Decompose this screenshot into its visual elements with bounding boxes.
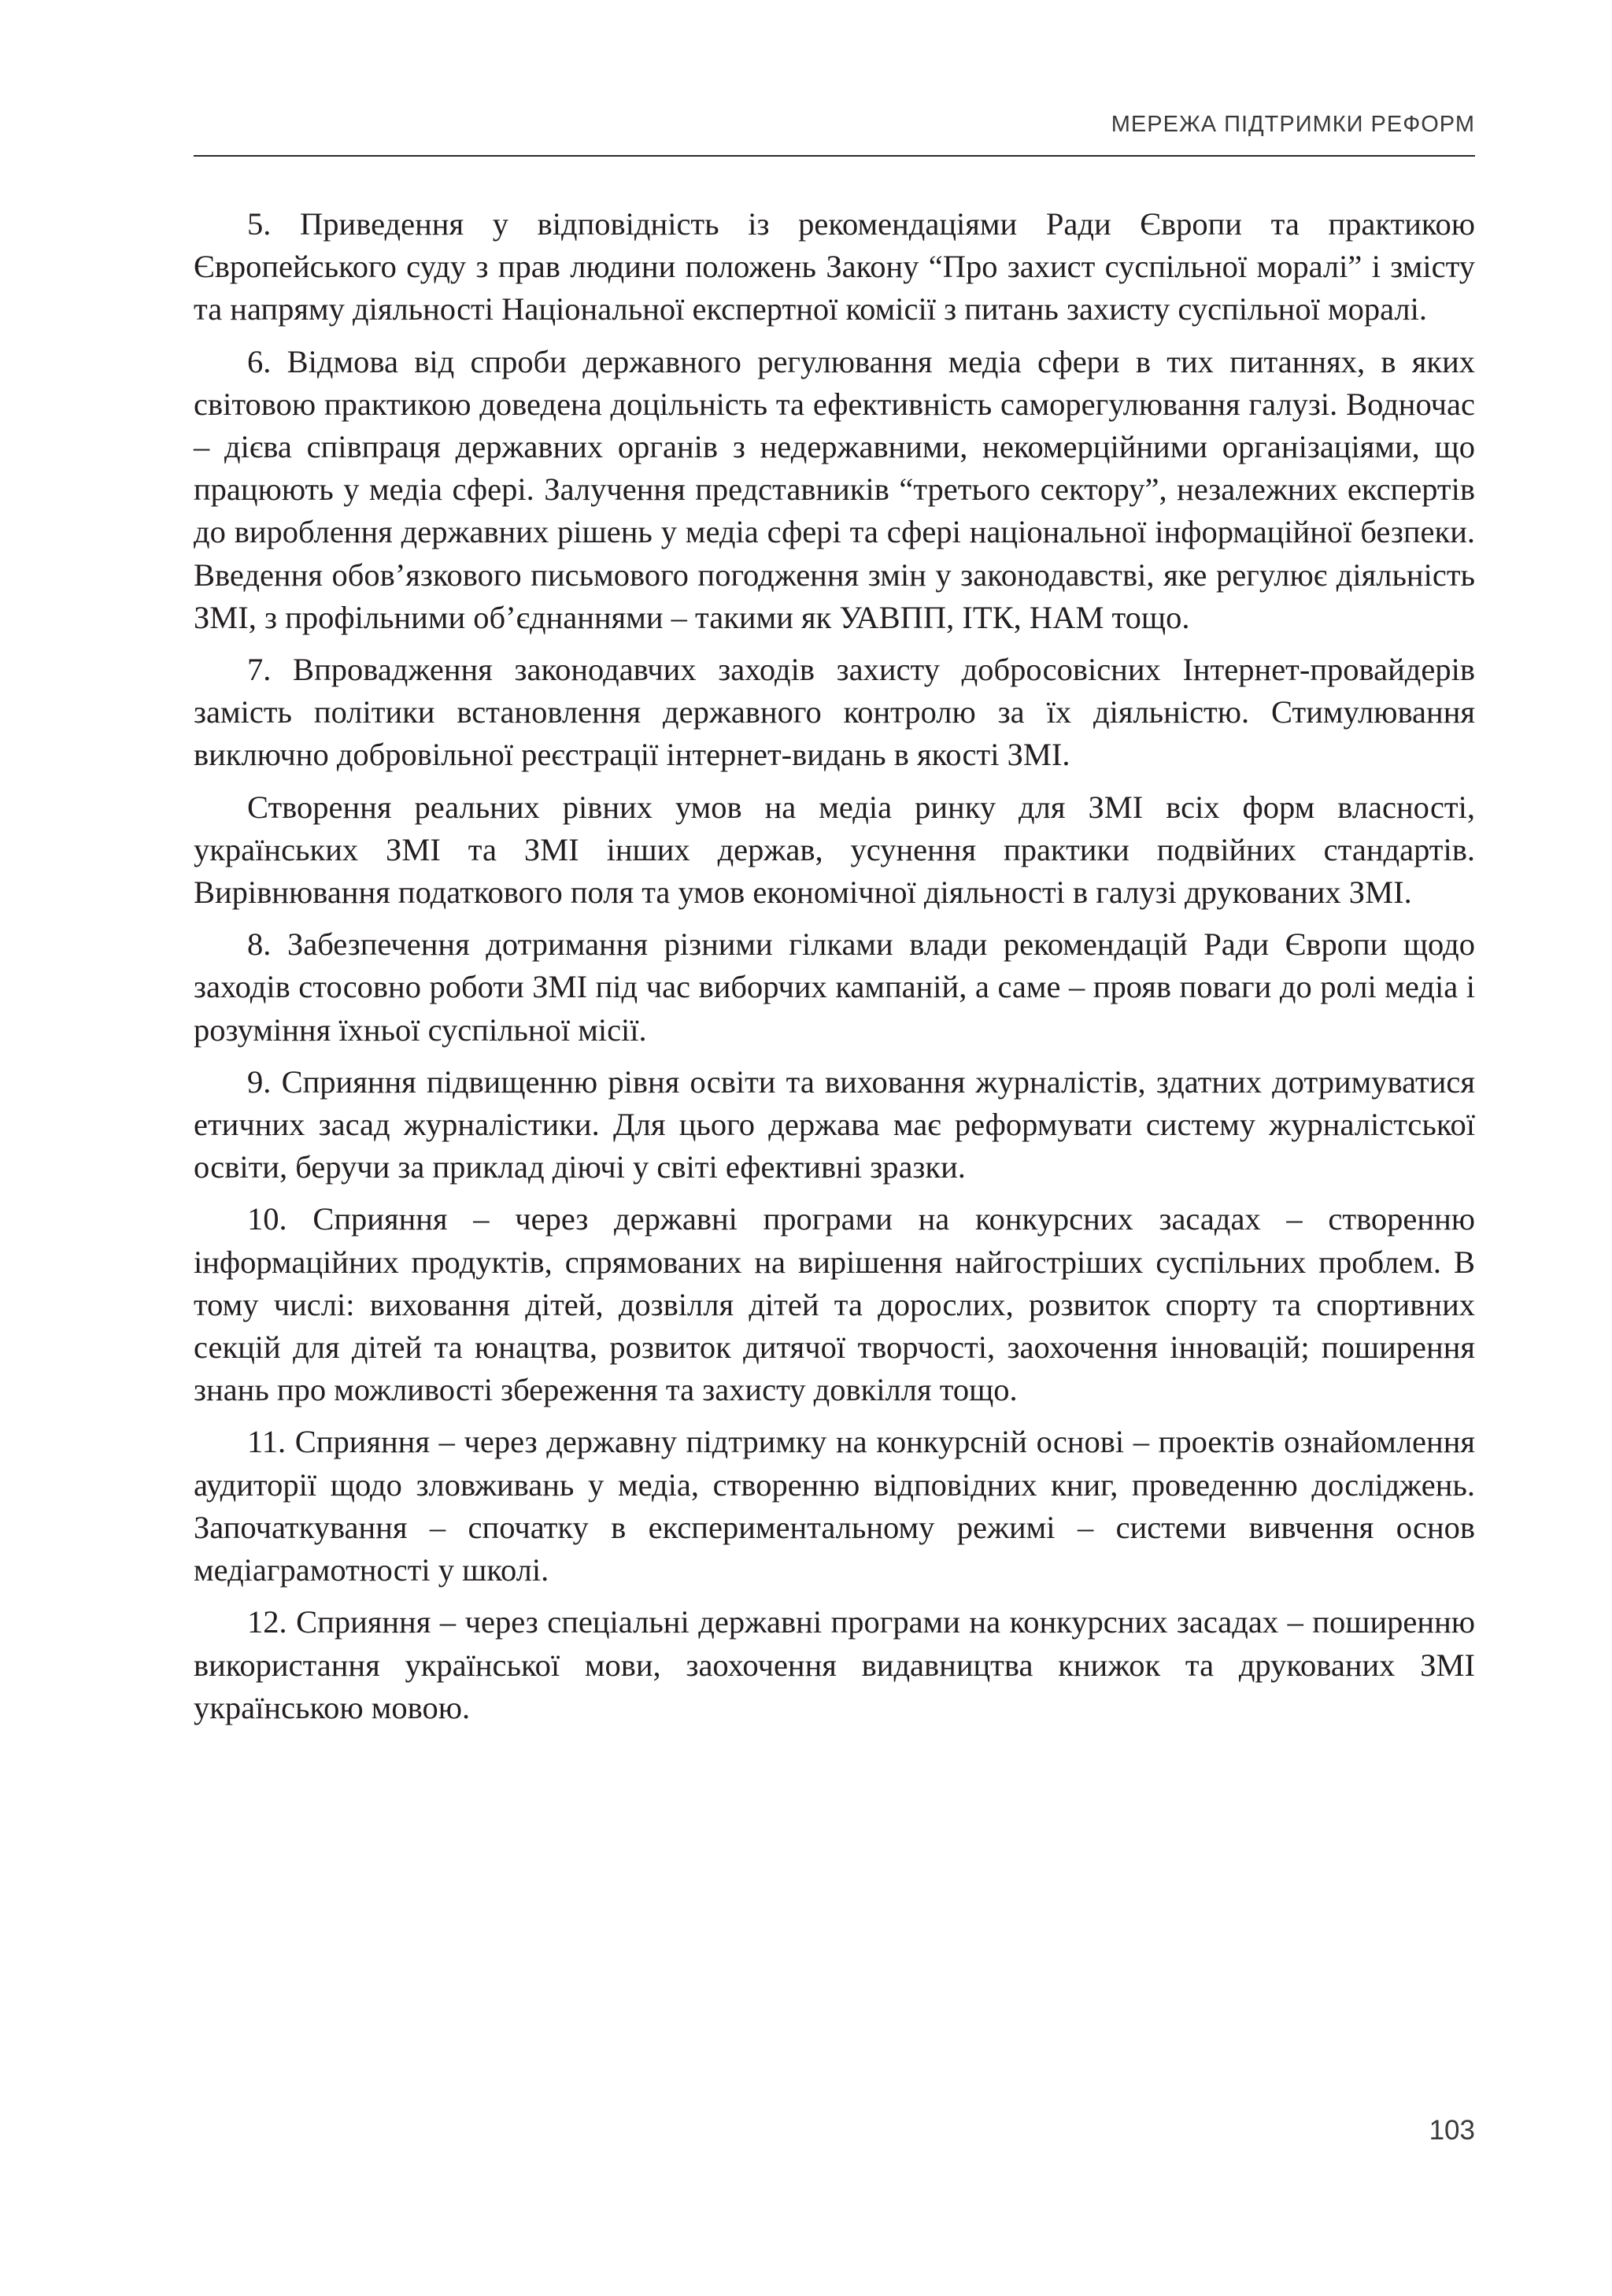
paragraph-item-11: 11. Сприяння – через державну підтримку на конкурсній основі – проектів ознайомлення аудиторії щодо зловживань у медіа, створенню відповідних книг, проведенню досліджень. Започаткування – спочатку в експериментальному режимі – системи вивчення основ медіаграмотності у школі.	[194, 1424, 1475, 1588]
paragraph-item-9: 9. Сприяння підвищенню рівня освіти та виховання журналістів, здатних дотримуватися етичних засад журналістики. Для цього держава має реформувати систему журналістської освіти, беручи за приклад діючі у світі ефективні зразки.	[194, 1063, 1475, 1185]
paragraph-item-6: 6. Відмова від спроби державного регулювання медіа сфери в тих питаннях, в яких світовою практикою доведена доцільність та ефективність саморегулювання галузі. Водночас – дієва співпраця державних органів з недержавними, некомерційними організаціями, що працюють у медіа сфері. Залучення представників “третього сектору”, незалежних експертів до вироблення державних рішень у медіа сфері та сфері національної інформаційної безпеки. Введення обов’язкового письмового погодження змін у законодавстві, яке регулює діяльність ЗМІ, з профільними об’єднаннями – такими як УАВПП, ІТК, НАМ тощо.	[194, 343, 1475, 635]
main-text-body	[194, 203, 1475, 1739]
page-number: 103	[1429, 2115, 1475, 2146]
paragraph-item-7: 7. Впровадження законодавчих заходів захисту добросовісних Інтернет-провайдерів замість політики встановлення державного контролю за їх діяльністю. Стимулювання виключно добровільної реєстрації інтернет-видань в якості ЗМІ.	[194, 652, 1475, 773]
paragraph-item-10: 10. Сприяння – через державні програми на конкурсних засадах – створенню інформаційних продуктів, спрямованих на вирішення найгостріших суспільних проблем. В тому числі: виховання дітей, дозвілля дітей та дорослих, розвиток спорту та спортивних секцій для дітей та юнацтва, розвиток дитячої творчості, заохочення інновацій; поширення знань про можливості збереження та захисту довкілля тощо.	[194, 1201, 1475, 1408]
paragraph-media-market: Створення реальних рівних умов на медіа ринку для ЗМІ всіх форм власності, українських ЗМІ та ЗМІ інших держав, усунення практики подвійних стандартів. Вирівнювання податкового поля та умов економічної діяльності в галузі друкованих ЗМІ.	[194, 789, 1475, 911]
header-divider	[194, 155, 1475, 157]
paragraph-item-5: 5. Приведення у відповідність із рекомендаціями Ради Європи та практикою Європейського суду з прав людини положень Закону “Про захист суспільної моралі” і змісту та напряму діяльності Національної експертної комісії з питань захисту суспільної моралі.	[194, 206, 1475, 327]
paragraph-item-8: 8. Забезпечення дотримання різними гілками влади рекомендацій Ради Європи щодо заходів стосовно роботи ЗМІ під час виборчих кампаній, а саме – прояв поваги до ролі медіа і розуміння їхньої суспільної місії.	[194, 926, 1475, 1048]
paragraph-item-12: 12. Сприяння – через спеціальні державні програми на конкурсних засадах – поширенню використання української мови, заохочення видавництва книжок та друкованих ЗМІ українською мовою.	[194, 1604, 1475, 1725]
running-header-title: МЕРЕЖА ПІДТРИМКИ РЕФОРМ	[1111, 112, 1475, 137]
